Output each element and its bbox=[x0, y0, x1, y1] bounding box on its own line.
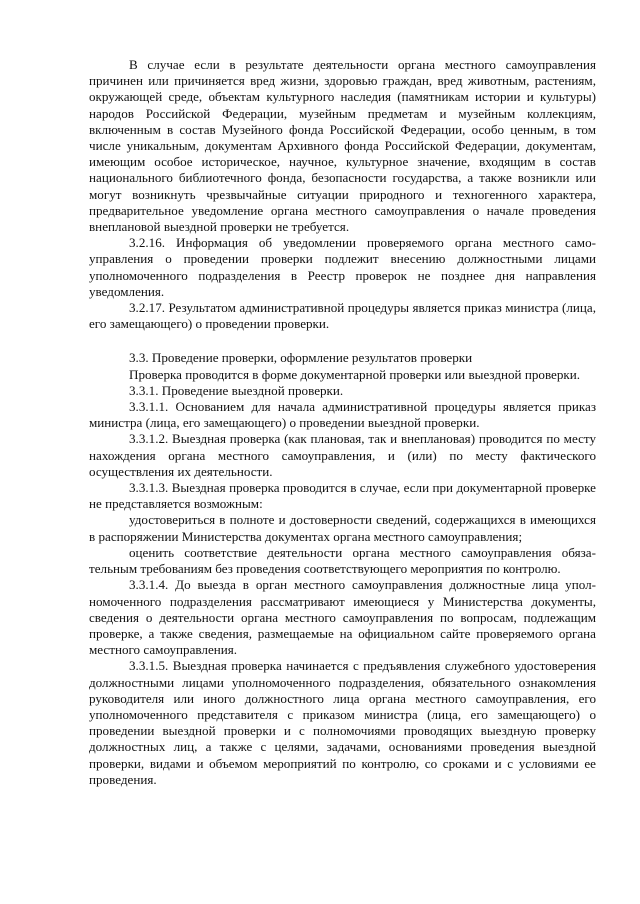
paragraph-check-forms: Проверка проводится в форме документарной проверки или выездной проверки. bbox=[129, 366, 581, 382]
paragraph-verify-completeness: удостовериться в полноте и достоверности сведений, содержащихся в имеющихся в распоряжении Министерства документах органа местного самоуправления; bbox=[89, 512, 596, 544]
paragraph-3-3-1-3: 3.3.1.3. Выездная проверка проводится в случае, если при документарной проверке не представляется возможным: bbox=[89, 480, 596, 512]
paragraph-3-2-17: 3.2.17. Результатом административной процедуры является приказ министра (лица, его замещающего) о проведении проверки. bbox=[89, 300, 596, 332]
section-spacer bbox=[89, 332, 596, 350]
paragraph-3-3-1: 3.3.1. Проведение выездной проверки. bbox=[129, 382, 344, 398]
section-heading-3-3: 3.3. Проведение проверки, оформление результатов проверки bbox=[129, 350, 473, 366]
document-body bbox=[89, 57, 596, 788]
paragraph-3-3-1-5: 3.3.1.5. Выездная проверка начинается с предъявления служебного удостоверения должностными лицами уполномоченного подразделения, обязательного ознакомления руководителя или иного должностного лица органа местного самоуправления, его уполномоченного представителя с приказом министра (лица, его замещающего) о проведении выездной проверки и с полномочиями проводящих выездную проверку должностных лиц, а также с целями, задачами, основаниями проведения выездной проверки, видами и объемом мероприятий по контролю, со сроками и с условиями ее проведения. bbox=[89, 658, 596, 787]
paragraph-harm-exception: В случае если в результате деятельности органа местного самоуправления причинен или причиняется вред жизни, здоровью граждан, вред животным, растениям, окружающей среде, объектам культурного наследия (памятникам истории и культуры) народов Российской Федерации, музейным предметам и музейным коллекциям, включенным в состав Музейного фонда Российской Федерации, особо ценным, в том числе уникальным, документам Архивного фонда Российской Федерации, документам, имеющим особое историческое, научное, культурное значение, входящим в состав национального библиотечного фонда, безопасности государства, а также возникли или могут возникнуть чрезвычайные ситуации природного и техногенного характера, предварительное уведомление органа местного самоуправления о начале проведения внеплановой выездной проверки не требуется. bbox=[89, 57, 596, 235]
paragraph-3-3-1-1: 3.3.1.1. Основанием для начала административной процедуры является приказ министра (лица, его замещающего) о проведении выездной проверки. bbox=[89, 399, 596, 431]
paragraph-3-2-16: 3.2.16. Информация об уведомлении проверяемого органа местного самоуправления о проведении проверки подлежит внесению должностными лицами уполномоченного подразделения в Реестр проверок не позднее дня направления уведомления. bbox=[89, 235, 596, 299]
paragraph-3-3-1-4: 3.3.1.4. До выезда в орган местного самоуправления должностные лица уполномоченного подразделения рассматривают имеющиеся у Министерства документы, сведения о деятельности органа местного самоуправления по вопросам, подлежащим проверке, а также сведения, размещаемые на официальном сайте проверяемого органа местного самоуправления. bbox=[89, 577, 596, 658]
paragraph-assess-compliance: оценить соответствие деятельности органа местного самоуправления обязательным требованиям без проведения соответствующего мероприятия по контролю. bbox=[89, 544, 596, 577]
paragraph-3-3-1-2: 3.3.1.2. Выездная проверка (как плановая, так и внеплановая) проводится по месту нахождения органа местного самоуправления, и (или) по месту фактического осуществления их деятельности. bbox=[89, 431, 596, 479]
